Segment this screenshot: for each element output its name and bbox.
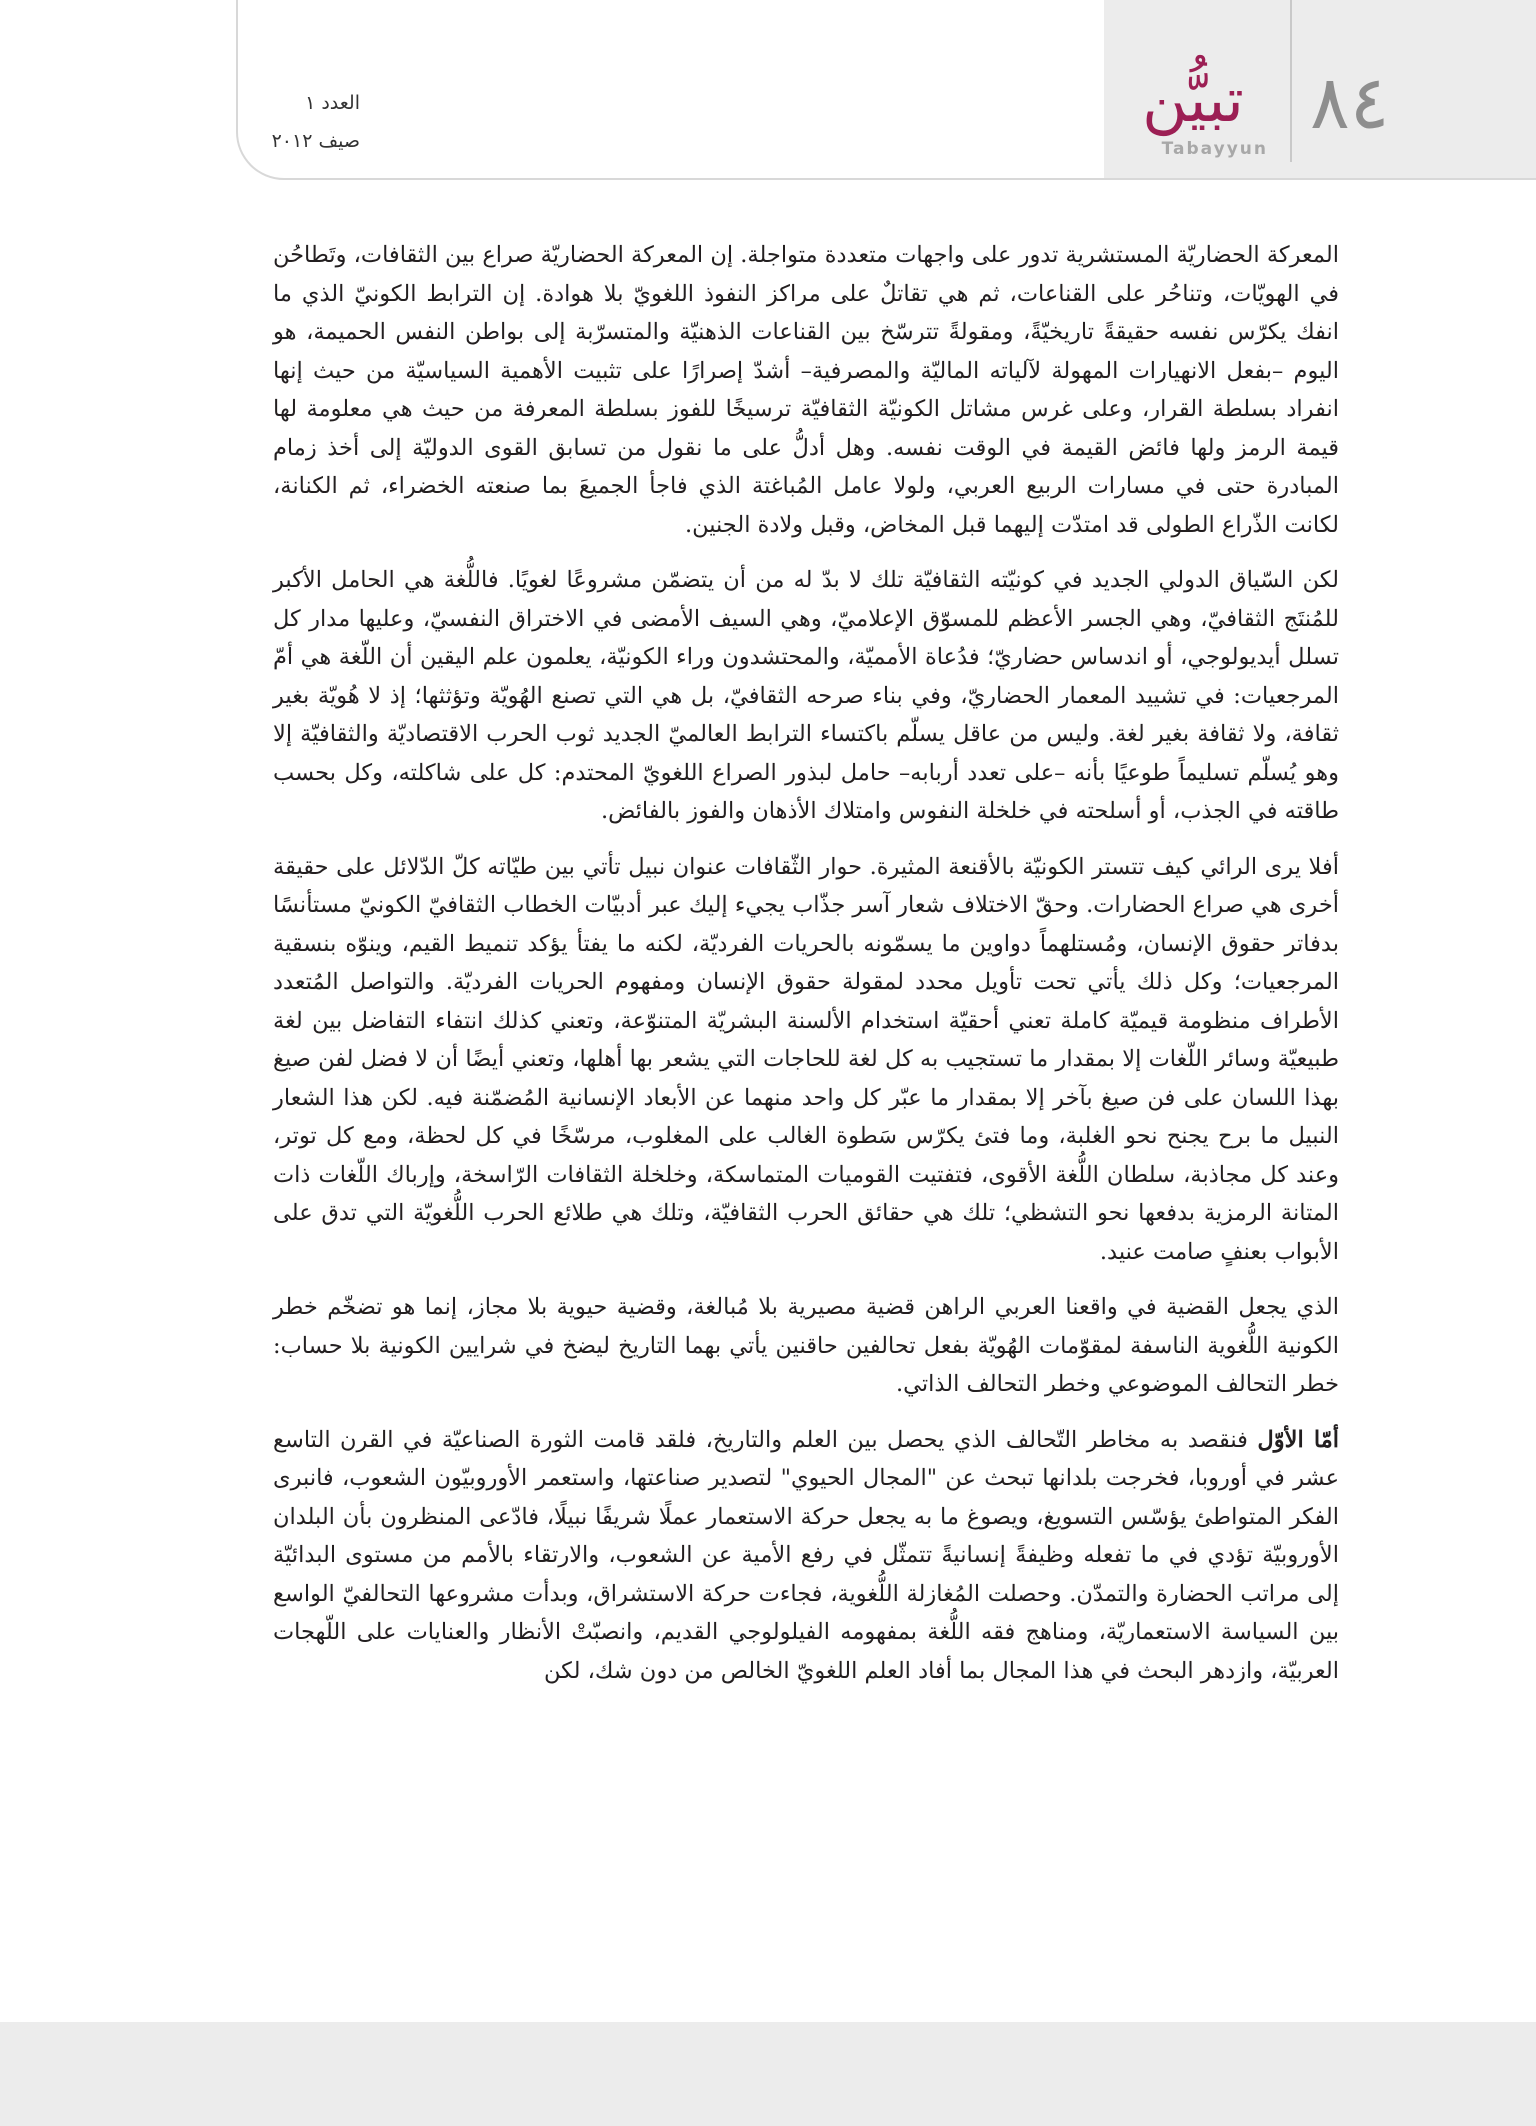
paragraph-2: لكن السّياق الدولي الجديد في كونيّته الثقافيّة تلك لا بدّ له من أن يتضمّن مشروعًا لغويًا. فاللُّغة هي الحامل الأكبر للمُنتَج الثقافيّ، وهي الجسر الأعظم للمسوّق الإعلاميّ، وهي السيف الأمضى في الاختراق النفسيّ، وعليها مدار كل تسلل أيديولوجي، أو اندساس حضاريّ؛ فدُعاة الأمميّة، والمحتشدون وراء الكونيّة، يعلمون علم اليقين أن اللّغة هي أمّ المرجعيات: في تشييد المعمار الحضاريّ، وفي بناء صرحه الثقافيّ، بل هي التي تصنع الهُويّة وتؤثثها؛ إذ لا هُويّة بغير ثقافة، ولا ثقافة بغير لغة. وليس من عاقل يسلّم باكتساء الترابط العالميّ الجديد ثوب الحرب الاقتصاديّة والثقافيّة إلا وهو يُسلّم تسليماً طوعيًا بأنه –على تعدد أربابه– حامل لبذور الصراع اللغويّ المحتدم: كل على شاكلته، وكل بحسب طاقته في الجذب، أو أسلحته في خلخلة النفوس وامتلاك الأذهان والفوز بالفائض. [273,567,1339,824]
header-divider [1290,0,1292,162]
logo-latin-text: Tabayyun [1161,139,1268,159]
article-body [273,236,1339,1707]
paragraph-5-lead: أمّا الأوّل [1257,1426,1339,1453]
logo-arabic-text: تبيُّن [1142,63,1244,136]
season-label: صيف ٢٠١٢ [271,130,360,152]
paragraph-1: المعركة الحضاريّة المستشرية تدور على واجهات متعددة متواجلة. إن المعركة الحضاريّة صراع بين الثقافات، وتَطاحُن في الهويّات، وتناحُر على القناعات، ثم هي تقاتلٌ على مراكز النفوذ اللغويّ بلا هوادة. إن الترابط الكونيّ الذي ما انفك يكرّس نفسه حقيقةً تاريخيّةً، ومقولةً تترسّخ بين القناعات الذهنيّة والمتسرّبة إلى بواطن النفس الحميمة، هو اليوم –بفعل الانهيارات المهولة لآلياته الماليّة والمصرفية– أشدّ إصرارًا على تثبيت الأهمية السياسيّة من حيث إنها انفراد بسلطة القرار، وعلى غرس مشاتل الكونيّة الثقافيّة ترسيخًا للفوز بسلطة المعرفة من حيث هي معلومة لها قيمة الرمز ولها فائض القيمة في الوقت نفسه. وهل أدلُّ على ما نقول من تسابق القوى الدوليّة إلى أخذ زمام المبادرة حتى في مسارات الربيع العربي، ولولا عامل المُباغتة الذي فاجأ الجميعَ بما صنعته الخضراء، ثم الكنانة، لكانت الذّراع الطولى قد امتدّت إليهما قبل المخاض، وقبل ولادة الجنين. [273,242,1339,538]
issue-info [250,84,360,160]
journal-logo [1118,62,1268,164]
page-number: ٨٤ [1310,60,1390,146]
paragraph-3: أفلا يرى الرائي كيف تتستر الكونيّة بالأقنعة المثيرة. حوار الثّقافات عنوان نبيل تأتي بين طيّاته كلّ الدّلائل على حقيقة أخرى هي صراع الحضارات. وحقّ الاختلاف شعار آسر جذّاب يجيء إليك عبر أدبيّات الخطاب الثقافيّ الكونيّ مستأنسًا بدفاتر حقوق الإنسان، ومُستلهماً دواوين ما يسمّونه بالحريات الفرديّة، لكنه ما يفتأ يؤكد تنميط القيم، وينوّه بنسقية المرجعيات؛ وكل ذلك يأتي تحت تأويل محدد لمقولة حقوق الإنسان ومفهوم الحريات الفرديّة. والتواصل المُتعدد الأطراف منظومة قيميّة كاملة تعني أحقيّة استخدام الألسنة البشريّة المتنوّعة، وتعني كذلك انتفاء التفاضل بين لغة طبيعيّة وسائر اللّغات إلا بمقدار ما تستجيب به كل لغة للحاجات التي يشعر بها أهلها، وتعني أيضًا أن لا فضل لفن صيغ بهذا اللسان على فن صيغ بآخر إلا بمقدار ما عبّر كل واحد منهما عن الأبعاد الإنسانية المُضمّنة فيه. لكن هذا الشعار النبيل ما برح يجنح نحو الغلبة، وما فتئ يكرّس سَطوة الغالب على المغلوب، مرسّخًا في كل لحظة، ومع كل توتر، وعند كل مجاذبة، سلطان اللُّغة الأقوى، فتفتيت القوميات المتماسكة، وخلخلة الثقافات الرّاسخة، وإرباك اللّغات ذات المتانة الرمزية بدفعها نحو التشظي؛ تلك هي حقائق الحرب الثقافيّة، وتلك هي طلائع الحرب اللُّغويّة التي تدق على الأبواب بعنفٍ صامت عنيد. [273,853,1339,1265]
paragraph-4: الذي يجعل القضية في واقعنا العربي الراهن قضية مصيرية بلا مُبالغة، وقضية حيوية بلا مجاز، إنما هو تضخّم خطر الكونية اللُّغوية الناسفة لمقوّمات الهُويّة بفعل تحالفين حاقنين يأتي بهما التاريخ ليضخ في شرايين الكونية بلا حساب: خطر التحالف الموضوعي وخطر التحالف الذاتي. [273,1294,1339,1397]
issue-label: العدد ١ [305,92,360,114]
paragraph-5-text: فنقصد به مخاطر التّحالف الذي يحصل بين العلم والتاريخ، فلقد قامت الثورة الصناعيّة في القرن التاسع عشر في أوروبا، فخرجت بلدانها تبحث عن "المجال الحيوي" لتصدير صناعتها، واستعمر الأوروبيّون الشعوب، فانبرى الفكر المتواطئ يؤسّس التسويغ، ويصوغ ما به يجعل حركة الاستعمار عملًا شريفًا نبيلًا، فادّعى المنظرون بأن البلدان الأوروبيّة تؤدي في ما تفعله وظيفةً إنسانيةً تتمثّل في رفع الأمية عن الشعوب، والارتقاء بالأمم من مستوى البدائيّة إلى مراتب الحضارة والتمدّن. وحصلت المُغازلة اللُّغوية، فجاءت حركة الاستشراق، وبدأت مشروعها التحالفيّ الواسع بين السياسة الاستعماريّة، ومناهج فقه اللُّغة بمفهومه الفيلولوجي القديم، وانصبّتْ الأنظار والعنايات على اللّهجات العربيّة، وازدهر البحث في هذا المجال بما أفاد العلم اللغويّ الخالص من دون شك، لكن [273,1426,1339,1684]
paragraph-5 [273,1421,1339,1691]
footer-band [0,2022,1536,2126]
